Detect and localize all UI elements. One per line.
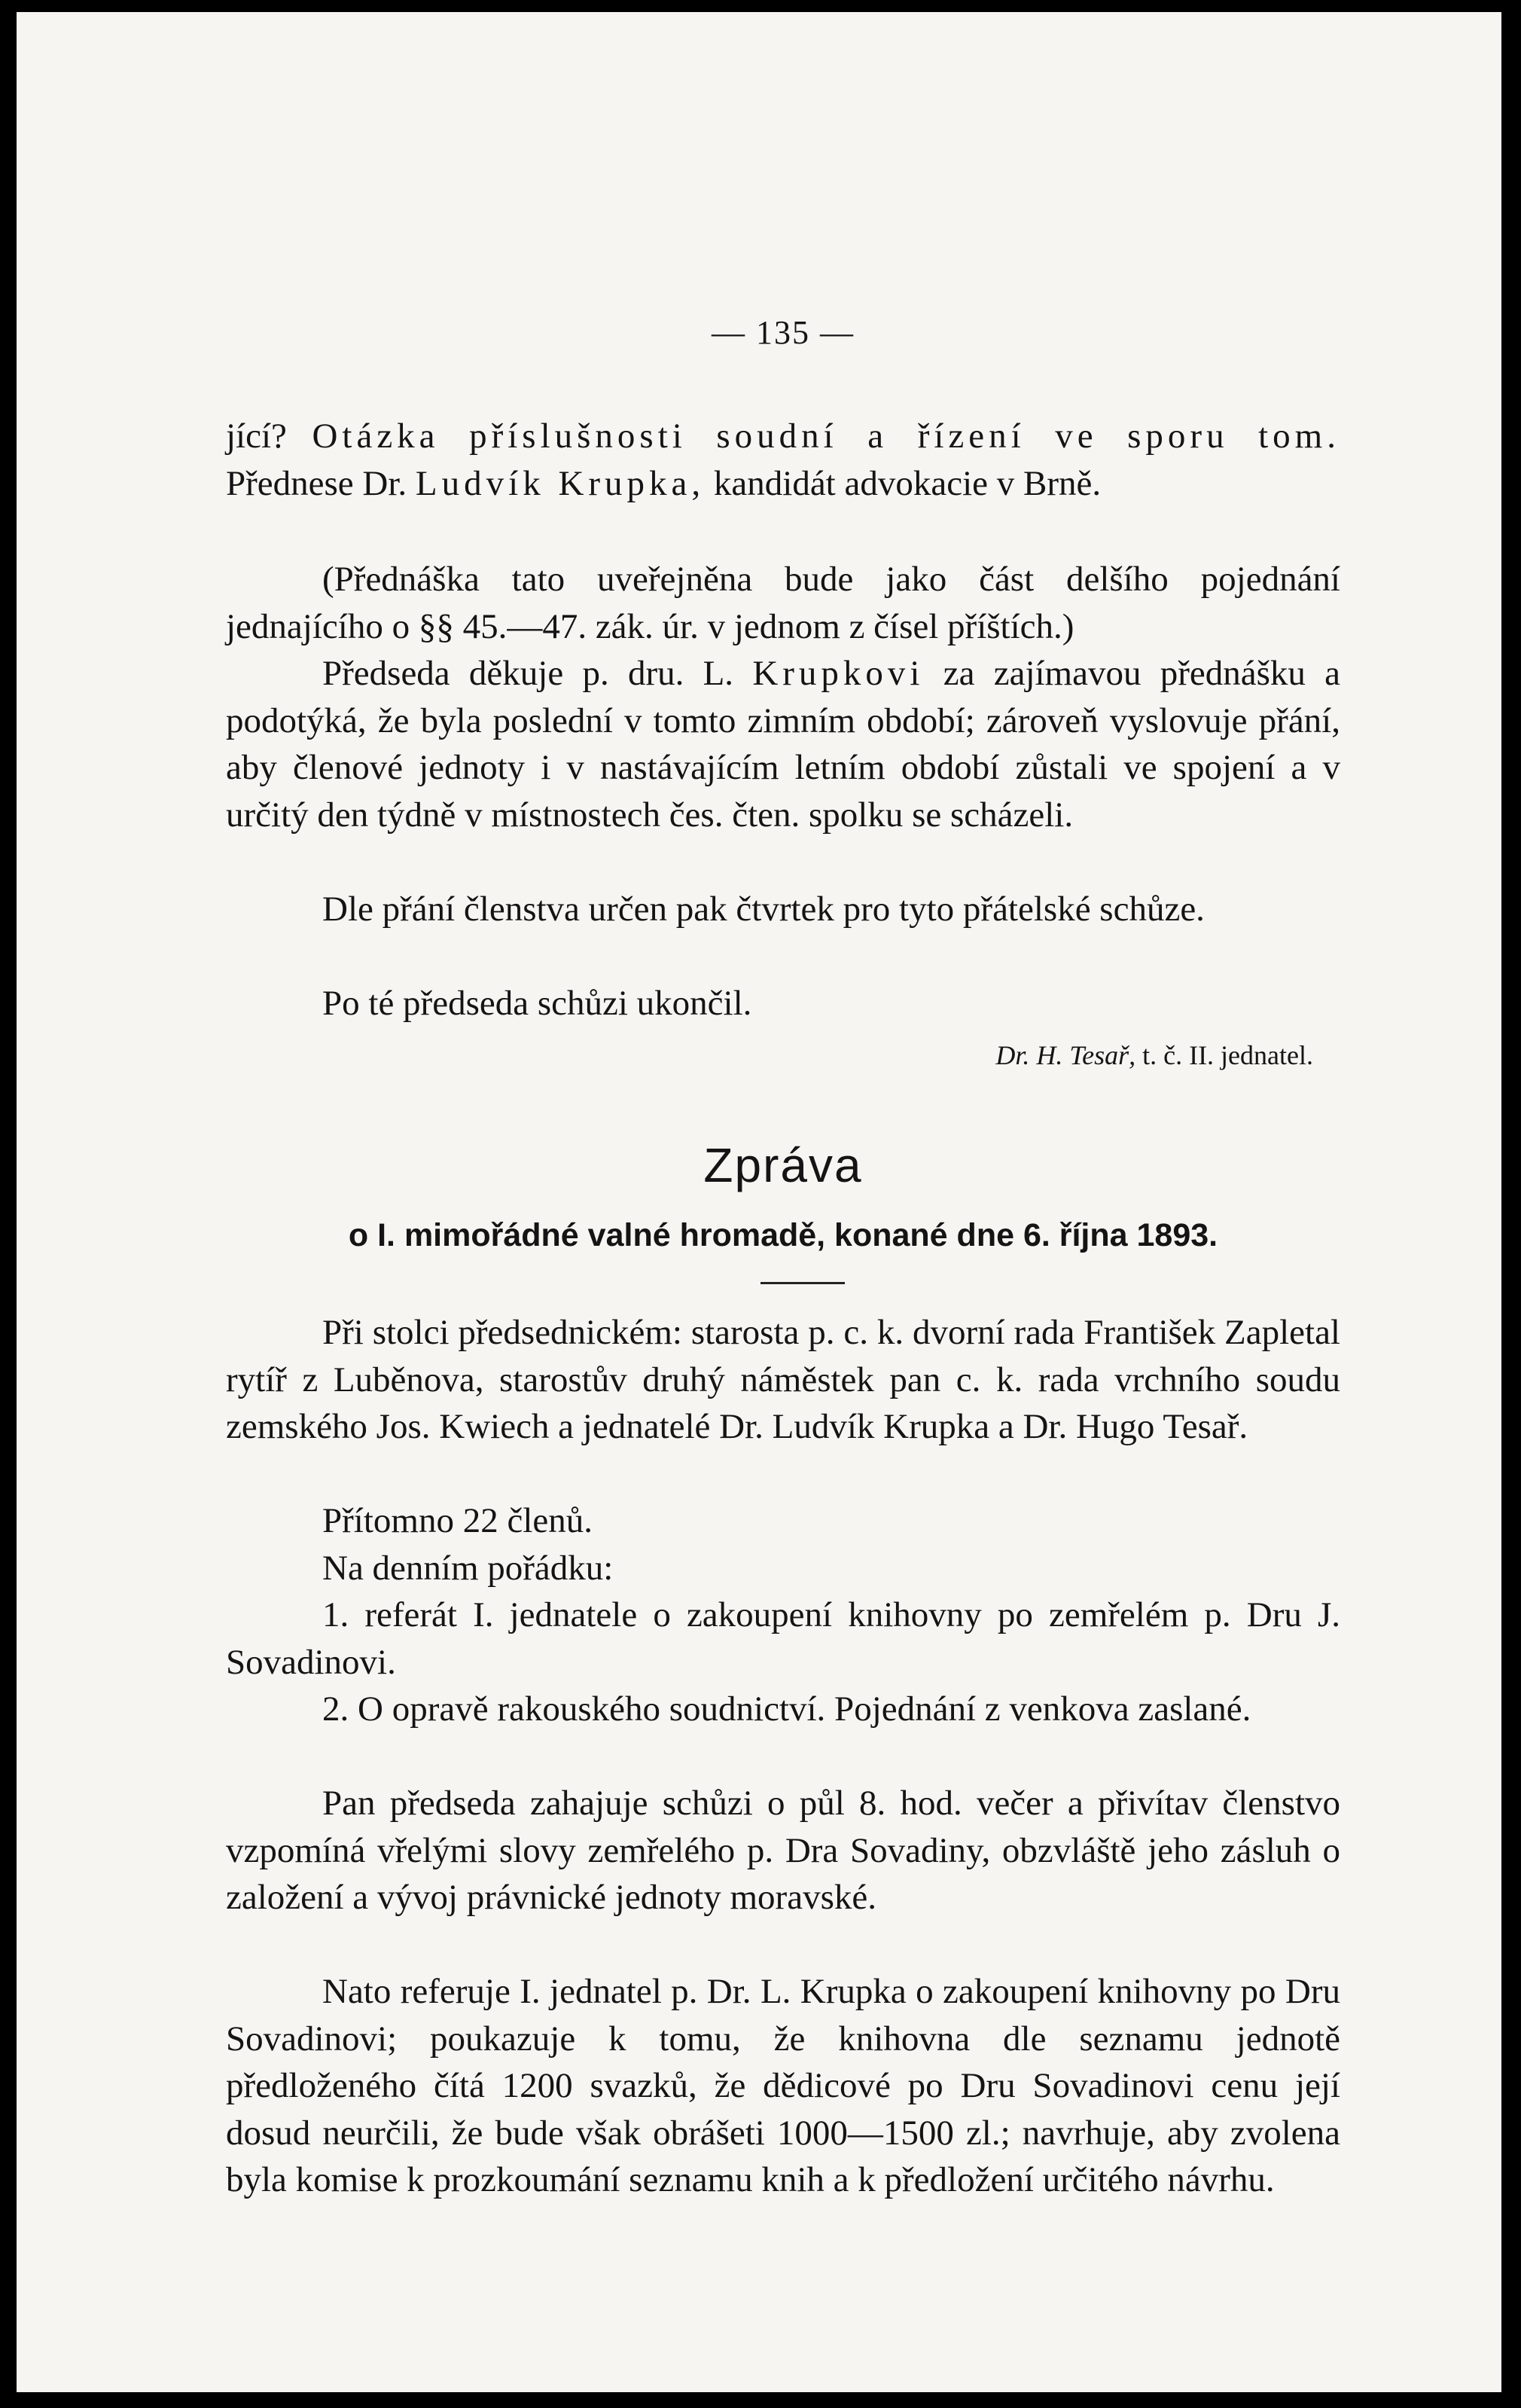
section-subheading: o I. mimořádné valné hromadě, konané dne 6. října 1893. <box>348 1217 1218 1253</box>
thursday-paragraph: Dle přání členstva určen pak čtvrtek pro tyto přátelské schůze. <box>322 890 1205 929</box>
thanked-name: Krupkovi <box>752 654 925 693</box>
thanks-paragraph <box>226 650 1340 838</box>
page-number: — 135 — <box>712 314 855 351</box>
agenda-item-1: 1. referát I. jednatele o zakoupení knihovny po zemřelém p. Dru J. Sovadinovi. <box>226 1595 1340 1682</box>
attendance-paragraph: Přítomno 22 členů. <box>322 1501 593 1540</box>
speaker-name: Ludvík Krupka, <box>415 463 706 503</box>
intro-lead: jící? <box>226 417 287 456</box>
agenda-heading: Na denním pořádku: <box>322 1549 614 1588</box>
intro-paragraph <box>226 413 1340 507</box>
library-report-paragraph: Nato referuje I. jednatel p. Dr. L. Krupka o zakoupení knihovny po Dru Sovadinovi; poukazuje k tomu, že knihovna dle seznamu jednotě předloženého čítá 1200 svazků, že dědicové po Dru Sovadinovi cenu její dosud neurčili, že bude však obrášeti 1000—1500 zl.; navrhuje, aby zvolena byla komise k prozkoumání seznamu knih a k předložení určitého návrhu. <box>226 1972 1340 2199</box>
lecture-topic: Otázka příslušnosti soudní a řízení ve sporu tom. <box>312 417 1340 456</box>
agenda-item-2: 2. O opravě rakouského soudnictví. Pojednání z venkova zaslané. <box>322 1689 1251 1729</box>
signature-role: t. č. II. jednatel. <box>1142 1040 1313 1070</box>
thanks-lead: Předseda děkuje p. dru. L. <box>322 654 734 693</box>
intro-rest: Přednese Dr. <box>226 463 407 503</box>
opening-paragraph: Pan předseda zahajuje schůzi o půl 8. hod. večer a přivítav členstvo vzpomíná vřelými slovy zemřelého p. Dra Sovadiny, obzvláště jeho zásluh o založení a vývoj právnické jednoty moravské. <box>226 1784 1340 1917</box>
publication-note: (Přednáška tato uveřejněna bude jako část delšího pojednání jednajícího o §§ 45.—47. zák. úr. v jednom z čísel příštích.) <box>226 560 1340 646</box>
divider-rule <box>760 1282 845 1284</box>
signature <box>995 1039 1313 1071</box>
thanks-rest: za zajímavou přednášku a podotýká, že byla poslední v tomto zimním období; zároveň vyslovuje přání, aby členové jednoty i v nastávajícím letním období zůstali ve spojení a v určitý den týdně v místnostech čes. čten. spolku se scházeli. <box>226 654 1341 835</box>
section-heading: Zpráva <box>703 1138 863 1192</box>
closing-paragraph: Po té předseda schůzi ukončil. <box>322 984 752 1023</box>
intro-tail: kandidát advokacie v Brně. <box>713 463 1102 503</box>
presidium-paragraph: Při stolci předsednickém: starosta p. c. k. dvorní rada František Zapletal rytíř z Luběnova, starostův druhý náměstek pan c. k. rada vrchního soudu zemského Jos. Kwiech a jednatelé Dr. Ludvík Krupka a Dr. Hugo Tesař. <box>226 1313 1340 1446</box>
document-page <box>17 12 1501 2392</box>
signature-name: Dr. H. Tesař, <box>995 1040 1136 1070</box>
